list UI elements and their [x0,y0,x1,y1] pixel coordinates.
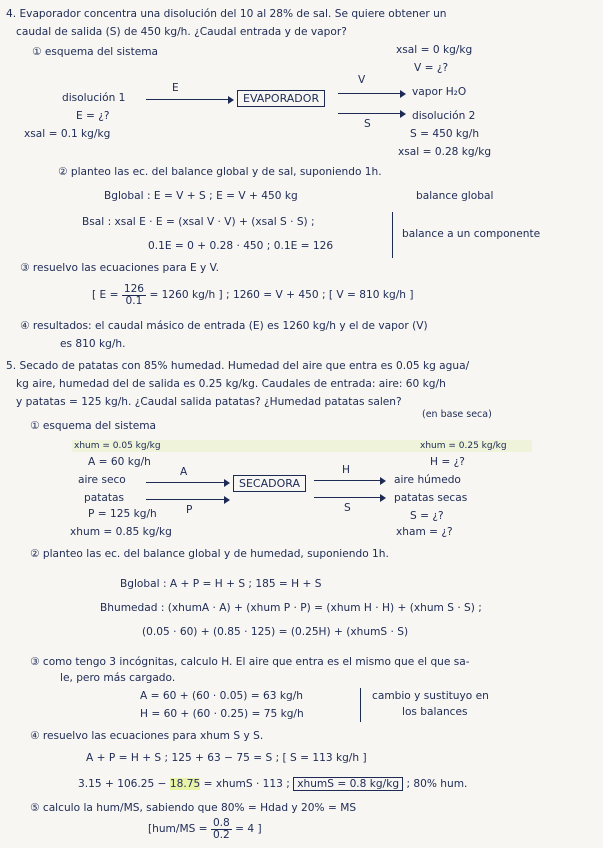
p5-intro-base-seca: (en base seca) [422,409,492,420]
p5-step2: ② planteo las ec. del balance global y de humedad, suponiendo 1h. [30,548,389,560]
evaporador-box: EVAPORADOR [237,90,325,107]
p5-eq4b [78,778,467,791]
p5-eq4b-highlight: 18.75 [169,778,201,790]
p5-p-value: P = 125 kg/h [88,508,157,520]
p5-step4: ④ resuelvo las ecuaciones para xhum S y S. [30,730,264,742]
p5-bhumedad-line2: (0.05 · 60) + (0.85 · 125) = (0.25H) + (xhumS · S) [142,626,409,638]
p5-brace [356,688,361,722]
p4-step4-line1: ④ resultados: el caudal másico de entrada (E) es 1260 kg/h y el de vapor (V) [20,320,428,332]
p5-eq5-fraction: $\frac{0.8}{0.2}$ [212,816,230,841]
p5-h-unknown: H = ¿? [430,456,465,468]
p4-step2: ② planteo las ec. del balance global y de sal, suponiendo 1h. [58,166,382,178]
p4-intro-line1: 4. Evaporador concentra una disolución del 10 al 28% de sal. Se quiere obtener un [6,8,447,20]
p5-eq-a: A = 60 + (60 · 0.05) = 63 kg/h [140,690,303,702]
p4-arrow-v [338,93,404,94]
p4-s-value: S = 450 kg/h [410,128,480,140]
p4-bglobal: Bglobal : E = V + S ; E = V + 450 kg [104,190,298,202]
p4-bsal-note: balance a un componente [402,228,541,240]
p4-label-e: E [172,82,179,94]
p5-eq5-right: = 4 ] [235,823,262,835]
p5-label-s: S [344,502,351,514]
p5-aire-seco: aire seco [78,474,126,486]
p5-eq4b-part1: 3.15 + 106.25 − [78,778,167,790]
p4-label-s: S [364,118,371,130]
p5-bhumedad: Bhumedad : (xhumA · A) + (xhum P · P) = (xhum H · H) + (xhum S · S) ; [100,602,482,614]
p5-note3-line2: los balances [402,706,468,718]
p4-xsal-vapor: xsal = 0 kg/kg [396,44,473,56]
p5-note3-line1: cambio y sustituyo en [372,690,489,702]
p5-eq5 [148,816,262,842]
p5-label-p: P [186,504,193,516]
p4-e-unknown: E = ¿? [76,110,110,122]
p5-patatas: patatas [84,492,125,504]
p5-arrow-s [314,497,384,498]
p5-eq4a [86,752,367,765]
p4-step4-line2: es 810 kg/h. [60,338,126,350]
p5-eq4b-part4: ; 80% hum. [406,778,468,790]
p4-arrow-e [146,99,232,100]
p4-eq3 [92,282,414,308]
p5-patatas-secas: patatas secas [394,492,468,504]
p4-label-v: V [358,74,366,86]
p4-eq3-rest: = 1260 kg/h ] ; 1260 = V + 450 ; [ V = 810 kg/h ] [149,289,414,301]
p4-xsal-entrada: xsal = 0.1 kg/kg [24,128,111,140]
p4-disolucion1: disolución 1 [62,92,126,104]
p4-xsal-salida: xsal = 0.28 kg/kg [398,146,492,158]
p5-intro-line1: 5. Secado de patatas con 85% humedad. Humedad del aire que entra es 0.05 kg agua/ [6,360,470,372]
p4-vapor: vapor H₂O [412,86,467,98]
p4-eq3-fraction: $\frac{126}{0.1}$ [123,282,145,307]
p5-intro-line2: kg aire, humedad del de salida es 0.25 kg/kg. Caudales de entrada: aire: 60 kg/h [16,378,446,390]
p5-arrow-h [314,480,384,481]
p4-eq3-e: E = [99,289,119,301]
p5-intro-line3: y patatas = 125 kg/h. ¿Caudal salida patatas? ¿Humedad patatas salen? [16,396,402,408]
p5-eq5-left: [hum/MS = [148,823,208,835]
p4-arrow-s [338,113,404,114]
p5-step1: ① esquema del sistema [30,420,157,432]
p5-step3-line1: ③ como tengo 3 incógnitas, calculo H. El aire que entra es el mismo que el que sa- [30,656,470,668]
p4-bglobal-note: balance global [416,190,494,202]
p5-eq4b-boxed: xhumS = 0.8 kg/kg [293,777,403,791]
p5-xham-unknown: xham = ¿? [396,526,453,538]
p5-step3-line2: le, pero más cargado. [60,672,176,684]
p5-bglobal: Bglobal : A + P = H + S ; 185 = H + S [120,578,322,590]
p4-bsal: Bsal : xsal E · E = (xsal V · V) + (xsal S · S) ; [82,216,315,228]
p5-arrow-p [146,499,228,500]
p5-a-value: A = 60 kg/h [88,456,151,468]
p5-eq4a-result: [ S = 113 kg/h ] [282,752,367,764]
p4-bsal-line2: 0.1E = 0 + 0.28 · 450 ; 0.1E = 126 [148,240,334,252]
p5-xhum-humedo: xhum = 0.25 kg/kg [420,441,507,451]
p4-v-unknown: V = ¿? [414,62,449,74]
p4-eq3-bracket-open: [ [92,289,97,301]
p5-step5: ⑤ calculo la hum/MS, sabiendo que 80% = Hdad y 20% = MS [30,802,357,814]
p4-brace [388,212,393,258]
p5-eq4b-part2: = xhumS · 113 ; [203,778,290,790]
p5-xhum-patatas: xhum = 0.85 kg/kg [70,526,172,538]
p4-disolucion2: disolución 2 [412,110,476,122]
p4-step1: ① esquema del sistema [32,46,159,58]
p5-label-a: A [180,466,188,478]
p5-label-h: H [342,464,350,476]
p5-xhum-aire: xhum = 0.05 kg/kg [74,441,161,451]
p5-eq4a-part1: A + P = H + S ; 125 + 63 − 75 = S ; [86,752,280,764]
p5-aire-humedo: aire húmedo [394,474,461,486]
p5-eq-h: H = 60 + (60 · 0.25) = 75 kg/h [140,708,304,720]
secadora-box: SECADORA [233,475,306,492]
p4-step3: ③ resuelvo las ecuaciones para E y V. [20,262,219,274]
p5-s-unknown: S = ¿? [410,510,444,522]
p4-intro-line2: caudal de salida (S) de 450 kg/h. ¿Caudal entrada y de vapor? [16,26,347,38]
p5-arrow-a [146,482,228,483]
